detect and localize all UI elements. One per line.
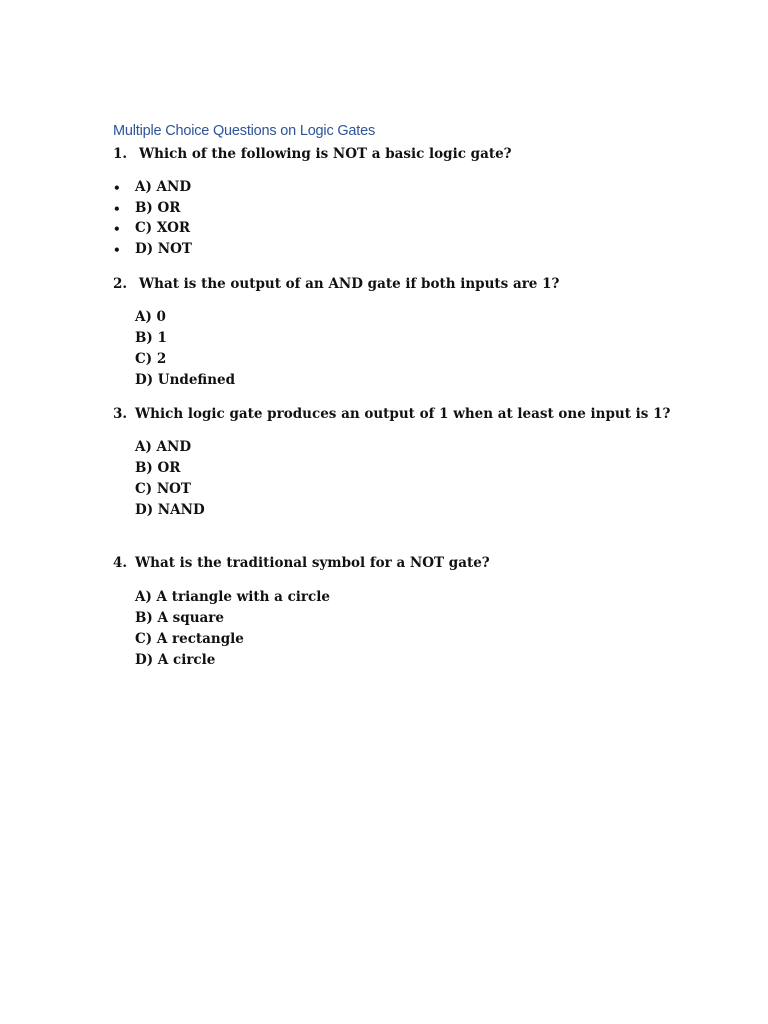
- option-1d: D) NOT: [135, 241, 192, 257]
- page-title: Multiple Choice Questions on Logic Gates: [113, 123, 376, 139]
- option-3c: C) NOT: [135, 481, 191, 497]
- question-4: [113, 555, 490, 571]
- option-2b: B) 1: [135, 330, 167, 346]
- option-3d: D) NAND: [135, 502, 205, 518]
- option-2c: C) 2: [135, 351, 167, 367]
- option-2a: A) 0: [135, 309, 166, 325]
- option-3a: A) AND: [135, 439, 192, 455]
- question-1: [113, 146, 512, 162]
- option-1b: B) OR: [135, 200, 181, 216]
- bullet-icon: •: [113, 202, 121, 216]
- option-1a: A) AND: [135, 179, 192, 195]
- question-3: [113, 406, 671, 422]
- bullet-icon: •: [113, 181, 121, 195]
- question-number: 2.: [113, 276, 128, 292]
- question-number: 4.: [113, 555, 128, 571]
- question-number: 1.: [113, 146, 128, 162]
- question-text: Which logic gate produces an output of 1 when at least one input is 1?: [135, 406, 671, 422]
- option-3b: B) OR: [135, 460, 181, 476]
- option-4a: A) A triangle with a circle: [135, 589, 330, 605]
- option-4d: D) A circle: [135, 652, 216, 668]
- question-text: What is the output of an AND gate if both inputs are 1?: [139, 276, 560, 292]
- option-1c: C) XOR: [135, 220, 191, 236]
- option-4c: C) A rectangle: [135, 631, 244, 647]
- bullet-icon: •: [113, 222, 121, 236]
- question-2: [113, 276, 560, 292]
- bullet-icon: •: [113, 243, 121, 257]
- option-4b: B) A square: [135, 610, 224, 626]
- option-2d: D) Undefined: [135, 372, 236, 388]
- question-number: 3.: [113, 406, 128, 422]
- question-text: What is the traditional symbol for a NOT gate?: [135, 555, 490, 571]
- question-text: Which of the following is NOT a basic logic gate?: [139, 146, 512, 162]
